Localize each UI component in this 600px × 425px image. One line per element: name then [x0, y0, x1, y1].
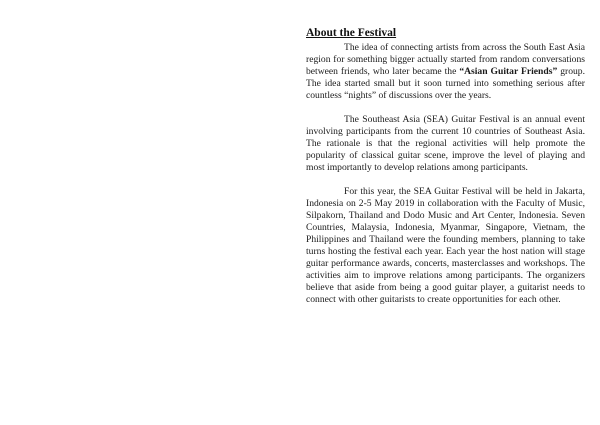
paragraph-this-year: For this year, the SEA Guitar Festival will be held in Jakarta, Indonesia on 2-5 May 2019 in collaboration with the Faculty of Music, Silpakorn, Thailand and Dodo Music and Art Center, Indonesia. Seven Countries, Malaysia, Indonesia, Myanmar, Singapore, Vietnam, the Philippines and Thailand were the founding members, planning to take turns hosting the festival each year. Each year the host nation will stage guitar performance awards, concerts, masterclasses and workshops. The activities aim to improve relations among participants. The organizers believe that aside from being a good guitar player, a guitarist needs to connect with other guitarists to create opportunities for each other. — [306, 186, 585, 305]
group-name-emphasis: “Asian Guitar Friends” — [459, 66, 558, 77]
paragraph-about-festival: The Southeast Asia (SEA) Guitar Festival is an annual event involving participants from the current 10 countries of Southeast Asia. The rationale is that the regional activities will help promote the popularity of classical guitar scene, improve the level of playing and most importantly to develop relations among participants. — [306, 114, 585, 173]
section-heading: About the Festival — [306, 27, 397, 39]
paragraph-origin-text-end: group. The idea started small but it soon turned into something serious after countless “nights” of discussions over the years. — [306, 66, 586, 101]
paragraph-origin-text-start: The idea of connecting artists from across the South East Asia region for something bigger actually started from random conversations between friends, who later became the — [306, 42, 585, 77]
text-column — [306, 26, 585, 306]
paragraph-origin — [306, 42, 585, 102]
